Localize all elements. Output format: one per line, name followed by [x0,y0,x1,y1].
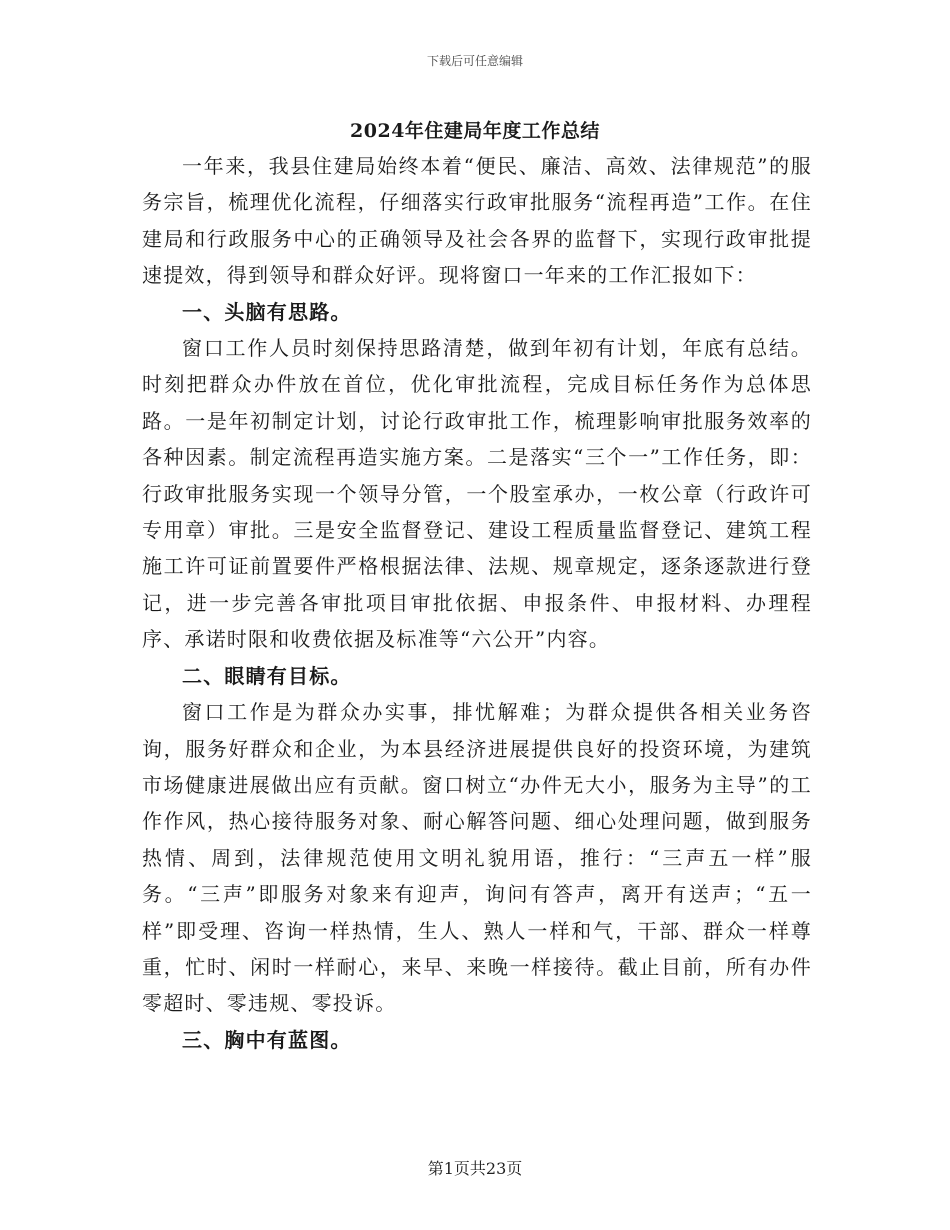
section-heading-3: 三、胸中有蓝图。 [182,1027,352,1052]
section-heading-1: 一、头脑有思路。 [182,299,352,324]
document-title: 2024年住建局年度工作总结 [350,120,600,142]
section-heading-2: 二、眼睛有目标。 [182,663,352,688]
section-paragraph-1: 窗口工作人员时刻保持思路清楚，做到年初有计划，年底有总结。时刻把群众办件放在首位，优化审批流程，完成目标任务作为总体思路。一是年初制定计划，讨论行政审批工作，梳理影响审批服务效率的各种因素。制定流程再造实施方案。二是落实“三个一”工作任务，即：行政审批服务实现一个领导分管，一个股室承办，一枚公章（行政许可专用章）审批。三是安全监督登记、建设工程质量监督登记、建筑工程施工许可证前置要件严格根据法律、法规、规章规定，逐条逐款进行登记，进一步完善各审批项目审批依据、申报条件、申报材料、办理程序、承诺时限和收费依据及标准等“六公开”内容。 [142,336,812,652]
section-paragraph-2: 窗口工作是为群众办实事，排忧解难；为群众提供各相关业务咨询，服务好群众和企业，为本县经济进展提供良好的投资环境，为建筑市场健康进展做出应有贡献。窗口树立“办件无大小，服务为主导”的工作作风，热心接待服务对象、耐心解答问题、细心处理问题，做到服务热情、周到，法律规范使用文明礼貌用语，推行：“三声五一样”服务。“三声”即服务对象来有迎声，询问有答声，离开有送声；“五一样”即受理、咨询一样热情，生人、熟人一样和气，干部、群众一样尊重，忙时、闲时一样耐心，来早、来晚一样接待。截止目前，所有办件零超时、零违规、零投诉。 [142,700,812,1016]
page-footer-number: 第1页共23页 [427,1159,523,1178]
page-header-note: 下载后可任意编辑 [426,54,523,68]
document-body [142,148,812,1058]
intro-paragraph: 一年来，我县住建局始终本着“便民、廉洁、高效、法律规范”的服务宗旨，梳理优化流程，仔细落实行政审批服务“流程再造”工作。在住建局和行政服务中心的正确领导及社会各界的监督下，实现行政审批提速提效，得到领导和群众好评。现将窗口一年来的工作汇报如下： [142,154,812,288]
